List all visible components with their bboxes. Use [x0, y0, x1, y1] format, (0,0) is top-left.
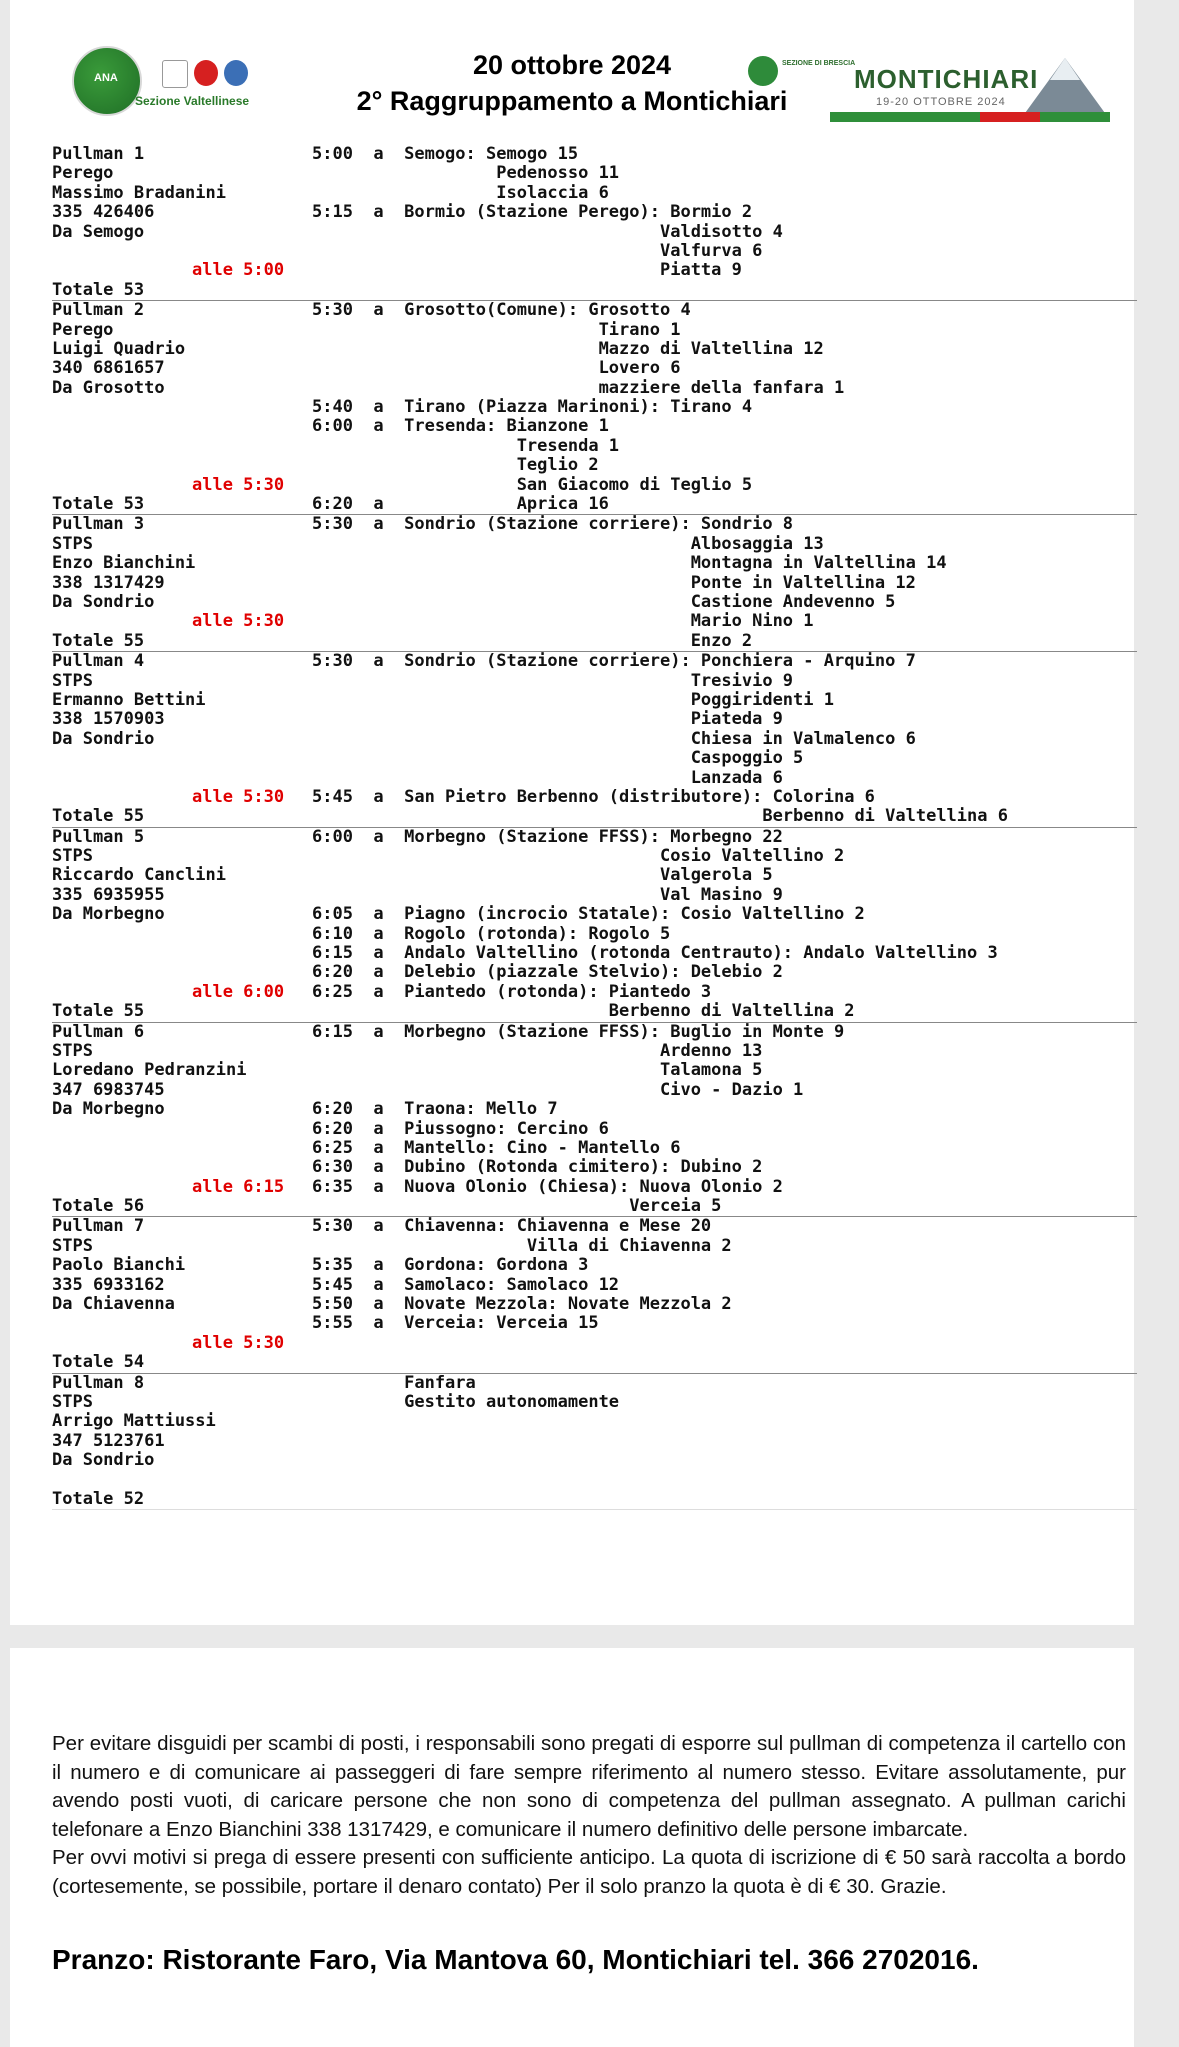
schedule-line	[52, 1471, 1137, 1490]
schedule-line	[52, 301, 1137, 320]
stop-info: 6:10 a Rogolo (rotonda): Rogolo 5	[312, 923, 671, 944]
pullman-info: 335 6933162	[52, 1274, 165, 1295]
schedule-line	[52, 866, 1137, 885]
stop-info: Ardenno 13	[312, 1040, 763, 1061]
schedule-page	[10, 0, 1134, 1625]
schedule-line	[52, 1042, 1137, 1061]
pullman-info: Perego	[52, 163, 114, 184]
stop-info: Albosaggia 13	[312, 533, 824, 554]
pullman-info: Pullman 1	[52, 144, 145, 164]
stop-info: Fanfara	[312, 1372, 476, 1393]
stop-info: 6:00 a Tresenda: Bianzone 1	[312, 416, 609, 437]
pullman-info: Pullman 2	[52, 300, 145, 321]
montichiari-logo-name: MONTICHIARI	[854, 64, 1039, 94]
schedule-line	[52, 203, 1137, 222]
schedule-line	[52, 437, 1137, 456]
stop-info: Mazzo di Valtellina 12	[312, 338, 824, 359]
schedule-line	[52, 944, 1137, 963]
departure-time-badge: alle 5:30	[192, 786, 285, 807]
schedule-line	[52, 632, 1137, 651]
schedule-line	[52, 281, 1137, 300]
pullman-info: Totale 56	[52, 1196, 145, 1217]
pullman-info: Da Sondrio	[52, 728, 155, 749]
stop-info: Pedenosso 11	[312, 163, 620, 184]
schedule-line	[52, 847, 1137, 866]
schedule-line	[52, 1334, 1137, 1353]
stop-info: 5:30 a Chiavenna: Chiavenna e Mese 20	[312, 1216, 712, 1237]
montichiari-logo	[830, 50, 1110, 122]
schedule-line	[52, 1178, 1137, 1197]
pullman-info: STPS	[52, 846, 93, 867]
stop-info: 6:35 a Nuova Olonio (Chiesa): Nuova Olonio 2	[312, 1176, 783, 1197]
pullman-info: STPS	[52, 1040, 93, 1061]
schedule-line	[52, 1217, 1137, 1236]
pullman-info: Pullman 8	[52, 1372, 145, 1393]
stop-info: 6:15 a Andalo Valtellino (rotonda Centrauto): Andalo Valtellino 3	[312, 943, 998, 964]
pullman-info: STPS	[52, 533, 93, 554]
schedule-line	[52, 379, 1137, 398]
pullman-info: Totale 53	[52, 279, 145, 300]
schedule-line	[52, 359, 1137, 378]
pullman-info: Luigi Quadrio	[52, 338, 186, 359]
pullman-info: STPS	[52, 1392, 93, 1412]
notes-page	[10, 1648, 1134, 2047]
pullman-info: 347 6983745	[52, 1079, 165, 1100]
stop-info: Isolaccia 6	[312, 182, 609, 203]
lunch-info: Pranzo: Ristorante Faro, Via Mantova 60, Montichiari tel. 366 2702016.	[52, 1944, 979, 1975]
stop-info: Piatta 9	[312, 260, 742, 281]
pullman-block	[52, 828, 1137, 1023]
stop-info: 5:45 a Samolaco: Samolaco 12	[312, 1274, 620, 1295]
stop-info: Villa di Chiavenna 2	[312, 1235, 732, 1256]
schedule-line	[52, 1061, 1137, 1080]
pullman-schedule-table	[52, 145, 1137, 1510]
page-header	[10, 40, 1134, 130]
schedule-line	[52, 1197, 1137, 1216]
stop-info: 5:45 a San Pietro Berbenno (distributore): Colorina 6	[312, 786, 875, 807]
stop-info: Lanzada 6	[312, 767, 783, 788]
pullman-info: 338 1317429	[52, 572, 165, 593]
stop-info: 5:15 a Bormio (Stazione Perego): Bormio 2	[312, 202, 753, 223]
stop-info: Berbenno di Valtellina 2	[312, 1001, 855, 1022]
pullman-info: Totale 54	[52, 1352, 145, 1373]
pullman-info: 338 1570903	[52, 709, 165, 730]
pullman-info: Da Sondrio	[52, 591, 155, 612]
schedule-line	[52, 730, 1137, 749]
stop-info: mazziere della fanfara 1	[312, 377, 845, 398]
departure-time-badge: alle 5:30	[192, 611, 285, 632]
schedule-line	[52, 807, 1137, 826]
stop-info: Teglio 2	[312, 455, 599, 476]
schedule-line	[52, 672, 1137, 691]
pullman-info: Paolo Bianchi	[52, 1255, 186, 1276]
schedule-line	[52, 710, 1137, 729]
pullman-block	[52, 1374, 1137, 1511]
departure-time-badge: alle 6:00	[192, 981, 285, 1002]
schedule-line	[52, 1237, 1137, 1256]
stop-info: 5:55 a Verceia: Verceia 15	[312, 1313, 599, 1334]
stop-info: Valfurva 6	[312, 240, 763, 261]
stop-info: Chiesa in Valmalenco 6	[312, 728, 916, 749]
pullman-info: 340 6861657	[52, 358, 165, 379]
pullman-info: Da Chiavenna	[52, 1294, 175, 1315]
pullman-info: Pullman 3	[52, 514, 145, 535]
schedule-line	[52, 963, 1137, 982]
pullman-info: 347 5123761	[52, 1430, 165, 1451]
ana-logo-text: ANA	[94, 72, 118, 84]
stop-info: 6:20 a Traona: Mello 7	[312, 1099, 558, 1120]
pullman-block	[52, 1023, 1137, 1218]
pullman-info: Enzo Bianchini	[52, 553, 196, 574]
schedule-line	[52, 145, 1137, 164]
schedule-line	[52, 1100, 1137, 1119]
pullman-info: Pullman 5	[52, 826, 145, 847]
pullman-info: 335 6935955	[52, 884, 165, 905]
stop-info: Montagna in Valtellina 14	[312, 553, 947, 574]
stop-info: 5:40 a Tirano (Piazza Marinoni): Tirano 4	[312, 397, 753, 418]
schedule-line	[52, 223, 1137, 242]
stop-info: Verceia 5	[312, 1196, 722, 1217]
stop-info: Enzo 2	[312, 630, 753, 651]
stop-info: Valdisotto 4	[312, 221, 783, 242]
stop-info: Poggiridenti 1	[312, 689, 834, 710]
schedule-line	[52, 476, 1137, 495]
stop-info: Lovero 6	[312, 358, 681, 379]
instructions-paragraph-2: Per ovvi motivi si prega di essere presenti con sufficiente anticipo. La quota di iscrizione di € 50 sarà raccolta a bordo (cortesemente, se possibile, portare il denaro contato) Per il solo pranzo la quota è di € 30. Grazie.	[52, 1846, 1126, 1898]
stop-info: 6:05 a Piagno (incrocio Statale): Cosio Valtellino 2	[312, 904, 865, 925]
pullman-block	[52, 515, 1137, 652]
schedule-line	[52, 886, 1137, 905]
schedule-line	[52, 417, 1137, 436]
schedule-line	[52, 593, 1137, 612]
schedule-line	[52, 1451, 1137, 1470]
stop-info: 5:30 a Sondrio (Stazione corriere): Sondrio 8	[312, 514, 794, 535]
schedule-line	[52, 769, 1137, 788]
pullman-info: Totale 53	[52, 494, 145, 515]
brescia-logo-icon	[748, 56, 778, 86]
schedule-line	[52, 321, 1137, 340]
schedule-line	[52, 1314, 1137, 1333]
stop-info: Cosio Valtellino 2	[312, 846, 845, 867]
section-name: Sezione Valtellinese	[135, 94, 250, 108]
schedule-line	[52, 184, 1137, 203]
schedule-line	[52, 242, 1137, 261]
departure-time-badge: alle 5:30	[192, 1332, 285, 1353]
schedule-line	[52, 905, 1137, 924]
schedule-line	[52, 456, 1137, 475]
pullman-info: Totale 52	[52, 1488, 145, 1509]
schedule-line	[52, 1002, 1137, 1021]
stop-info: San Giacomo di Teglio 5	[312, 474, 753, 495]
pullman-block	[52, 1217, 1137, 1373]
pullman-block	[52, 145, 1137, 301]
stop-info: 6:20 a Piussogno: Cercino 6	[312, 1118, 609, 1139]
brescia-logo-text: SEZIONE DI BRESCIA	[782, 60, 856, 67]
pullman-info: STPS	[52, 670, 93, 691]
pullman-info: Ermanno Bettini	[52, 689, 206, 710]
schedule-line	[52, 1353, 1137, 1372]
stop-info: 5:35 a Gordona: Gordona 3	[312, 1255, 589, 1276]
schedule-line	[52, 652, 1137, 671]
pullman-info: Totale 55	[52, 806, 145, 827]
schedule-line	[52, 164, 1137, 183]
stop-info: Val Masino 9	[312, 884, 783, 905]
schedule-line	[52, 1412, 1137, 1431]
pullman-info: Da Morbegno	[52, 904, 165, 925]
stop-info: Berbenno di Valtellina 6	[312, 806, 1008, 827]
stop-info: 6:25 a Piantedo (rotonda): Piantedo 3	[312, 981, 712, 1002]
stop-info: Piateda 9	[312, 709, 783, 730]
pullman-info: Loredano Pedranzini	[52, 1060, 247, 1081]
stop-info: 5:00 a Semogo: Semogo 15	[312, 144, 579, 164]
instructions	[52, 1730, 1126, 1901]
schedule-line	[52, 1374, 1137, 1393]
schedule-line	[52, 1158, 1137, 1177]
pullman-block	[52, 652, 1137, 828]
schedule-line	[52, 1081, 1137, 1100]
schedule-line	[52, 1276, 1137, 1295]
schedule-line	[52, 925, 1137, 944]
stop-info: 5:30 a Sondrio (Stazione corriere): Ponchiera - Arquino 7	[312, 651, 916, 672]
stop-info: 6:20 a Delebio (piazzale Stelvio): Delebio 2	[312, 962, 783, 983]
schedule-line	[52, 691, 1137, 710]
pullman-info: Arrigo Mattiussi	[52, 1411, 216, 1432]
schedule-line	[52, 515, 1137, 534]
schedule-line	[52, 612, 1137, 631]
stop-info: Civo - Dazio 1	[312, 1079, 804, 1100]
departure-time-badge: alle 6:15	[192, 1176, 285, 1197]
pullman-info: Pullman 7	[52, 1216, 145, 1237]
stop-info: 6:00 a Morbegno (Stazione FFSS): Morbegno 22	[312, 826, 783, 847]
schedule-line	[52, 398, 1137, 417]
schedule-line	[52, 1139, 1137, 1158]
pullman-info: Da Grosotto	[52, 377, 165, 398]
stop-info: 6:25 a Mantello: Cino - Mantello 6	[312, 1137, 681, 1158]
pullman-info: Perego	[52, 319, 114, 340]
stop-info: Castione Andevenno 5	[312, 591, 896, 612]
pullman-info: Da Semogo	[52, 221, 145, 242]
schedule-line	[52, 1256, 1137, 1275]
schedule-line	[52, 535, 1137, 554]
pullman-info: 335 426406	[52, 202, 155, 223]
pullman-block	[52, 301, 1137, 515]
schedule-line	[52, 828, 1137, 847]
schedule-line	[52, 554, 1137, 573]
pullman-info: Totale 55	[52, 1001, 145, 1022]
stop-info: Valgerola 5	[312, 865, 773, 886]
stop-info: Talamona 5	[312, 1060, 763, 1081]
schedule-line	[52, 495, 1137, 514]
stop-info: Tresivio 9	[312, 670, 794, 691]
stop-info: Ponte in Valtellina 12	[312, 572, 916, 593]
pullman-info: Riccardo Canclini	[52, 865, 226, 886]
schedule-line	[52, 788, 1137, 807]
montichiari-logo-date: 19-20 OTTOBRE 2024	[876, 96, 1006, 108]
schedule-line	[52, 1393, 1137, 1412]
stop-info: Tirano 1	[312, 319, 681, 340]
departure-time-badge: alle 5:30	[192, 474, 285, 495]
schedule-line	[52, 340, 1137, 359]
page-date: 20 ottobre 2024	[472, 50, 672, 80]
schedule-line	[52, 1490, 1137, 1509]
schedule-line	[52, 749, 1137, 768]
stop-info: Mario Nino 1	[312, 611, 814, 632]
schedule-line	[52, 261, 1137, 280]
schedule-line	[52, 1432, 1137, 1451]
page-title: 2° Raggruppamento a Montichiari	[356, 86, 788, 116]
schedule-line	[52, 574, 1137, 593]
stop-info: 5:30 a Grosotto(Comune): Grosotto 4	[312, 300, 691, 321]
stop-info: Caspoggio 5	[312, 748, 804, 769]
stop-info: 5:50 a Novate Mezzola: Novate Mezzola 2	[312, 1294, 732, 1315]
schedule-line	[52, 1120, 1137, 1139]
stop-info: 6:30 a Dubino (Rotonda cimitero): Dubino 2	[312, 1157, 763, 1178]
schedule-line	[52, 1023, 1137, 1042]
pullman-info: Da Sondrio	[52, 1450, 155, 1471]
pullman-info: Totale 55	[52, 630, 145, 651]
pullman-info: Pullman 4	[52, 651, 145, 672]
departure-time-badge: alle 5:00	[192, 260, 285, 281]
stop-info: 6:20 a Aprica 16	[312, 494, 609, 515]
pullman-info: Massimo Bradanini	[52, 182, 226, 203]
stop-info: Tresenda 1	[312, 435, 620, 456]
pullman-info: Da Morbegno	[52, 1099, 165, 1120]
stop-info: 6:15 a Morbegno (Stazione FFSS): Buglio in Monte 9	[312, 1021, 845, 1042]
schedule-line	[52, 1295, 1137, 1314]
schedule-line	[52, 983, 1137, 1002]
pullman-info: Pullman 6	[52, 1021, 145, 1042]
pullman-info: STPS	[52, 1235, 93, 1256]
stop-info: Gestito autonomamente	[312, 1392, 620, 1412]
instructions-paragraph-1: Per evitare disguidi per scambi di posti, i responsabili sono pregati di esporre sul pullman di competenza il cartello con il numero e di comunicare ai passeggeri di fare sempre riferimento al numero stesso. Evitare assolutamente, pur avendo posti vuoti, di caricare persone che non sono di competenza del pullman assegnato. A pullman carichi telefonare a Enzo Bianchini 338 1317429, e comunicare il numero definitivo delle persone imbarcate.	[52, 1732, 1126, 1841]
